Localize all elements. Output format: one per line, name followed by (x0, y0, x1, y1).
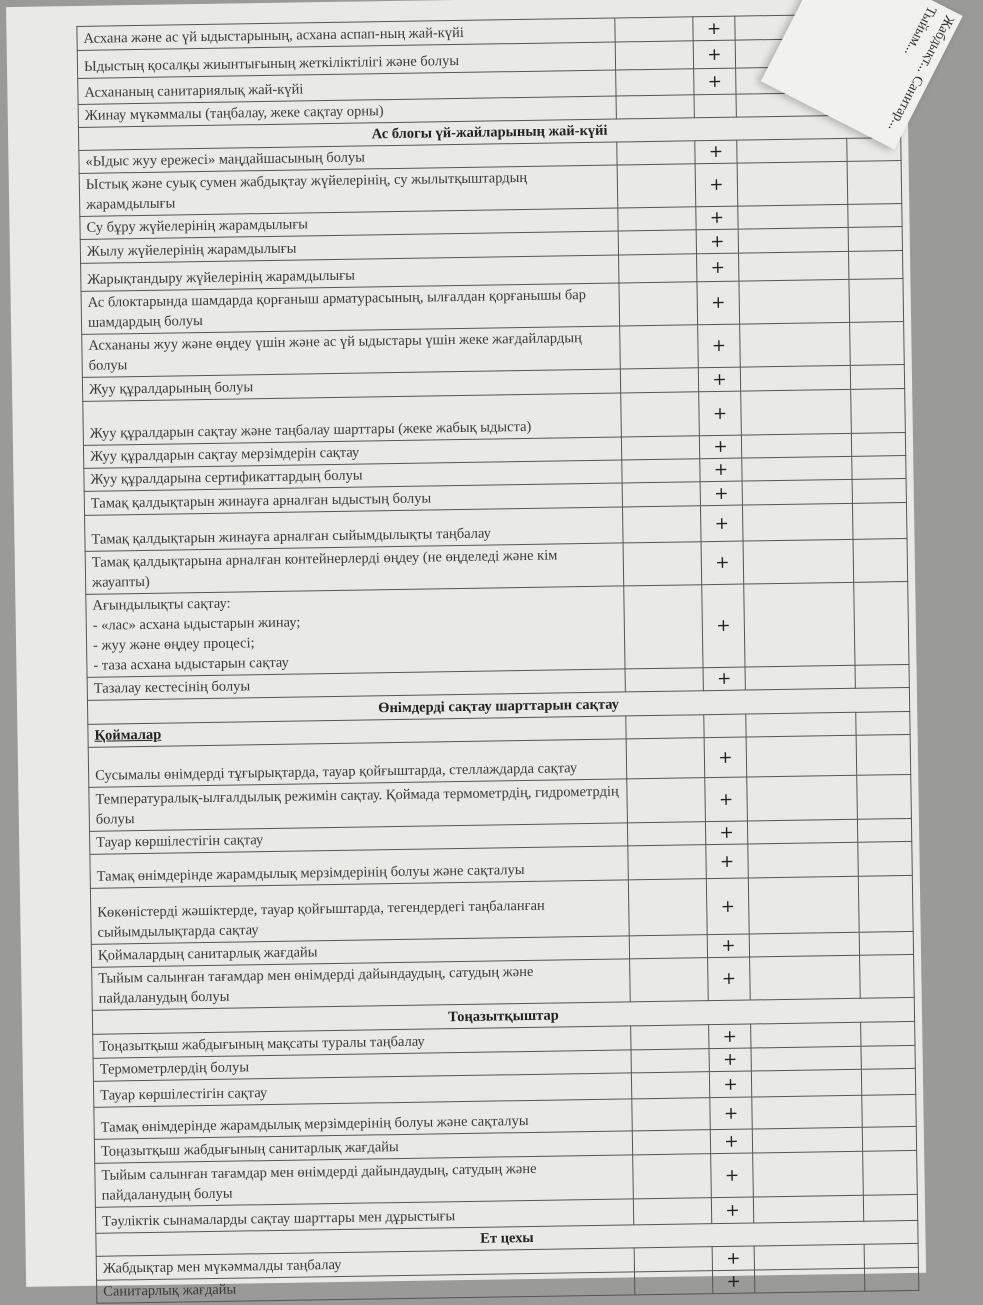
empty-cell (749, 932, 859, 957)
empty-cell (623, 542, 702, 586)
empty-cell (852, 502, 907, 539)
empty-cell (753, 1151, 864, 1197)
checklist-row (86, 581, 909, 677)
check-mark: + (698, 324, 741, 368)
empty-cell (631, 1025, 709, 1050)
criterion-text: Тыйым салынған тағамдар мен өнімдерді дайындаудың, сатудың және пайдаланудың болуы (95, 1155, 634, 1207)
section-title: Ас блогы үй-жайларының жай-күйі (78, 115, 900, 151)
empty-cell (627, 778, 706, 823)
criterion-text: Тазалау кестесінің болуы (87, 669, 625, 700)
empty-cell (622, 482, 700, 507)
empty-cell (751, 1022, 861, 1048)
empty-cell (628, 845, 707, 880)
empty-cell (630, 958, 709, 1002)
check-mark: + (703, 667, 745, 691)
empty-cell (850, 365, 904, 390)
empty-cell (737, 161, 848, 206)
criterion-text: Ас блоктарында шамдарда қорғаныш арматурасының, ылғалдан қорғанышы бар шамдардың болуы (81, 283, 620, 334)
criterion-text: Жуу құралдарына сертификаттардың болуы (84, 460, 622, 491)
empty-cell (622, 506, 701, 543)
empty-cell (857, 774, 912, 819)
empty-cell (741, 433, 851, 458)
empty-cell (616, 69, 694, 96)
empty-cell (739, 279, 850, 324)
empty-cell (747, 819, 857, 844)
empty-cell (738, 204, 848, 229)
criterion-text: «Ыдыс жуу ережесі» маңдайшасының болуы (79, 142, 617, 173)
criterion-text: Сусымалы өнімдерді тұғырықтарда, тауар қойғыштарда, стеллаждарда сақтау (88, 739, 627, 787)
check-mark: + (705, 821, 747, 845)
check-mark: + (709, 1024, 751, 1049)
check-mark: + (705, 777, 748, 822)
empty-cell (634, 1247, 712, 1272)
empty-cell (615, 17, 693, 42)
check-mark: + (712, 1270, 754, 1294)
empty-cell (620, 325, 699, 369)
section-title: Ет цехы (96, 1220, 918, 1256)
criterion-text: Жуу құралдарының болуы (82, 369, 620, 401)
criterion-text: Асхананы жуу және өңдеу үшін және ас үй ыдыстары үшін жеке жағдайлардың болуы (82, 326, 621, 377)
criterion-text: Тәуліктік сынамаларды сақтау шарттары мен дұрыстығы (95, 1199, 633, 1233)
criterion-text: Асхана және ас үй ыдыстарының, асхана аспап-ның жай-күйі (77, 18, 615, 50)
criterion-text: Тоңазытқыш жабдығының санитарлық жағдайы (94, 1131, 632, 1163)
criterion-text: Ыдыстың қосалқы жиынтығының жеткіліктілігі және болуы (77, 42, 615, 78)
empty-cell (858, 875, 913, 932)
check-mark: + (708, 957, 751, 1001)
empty-cell (740, 322, 851, 367)
empty-cell (751, 1046, 861, 1071)
criterion-text: Санитарлық жағдайы (97, 1272, 635, 1303)
check-mark: + (696, 206, 738, 230)
check-mark: + (695, 163, 738, 207)
empty-cell (617, 141, 695, 165)
overlapping-sheet-text: Жабдықт... Санитар... Тыйым... (884, 3, 957, 134)
empty-cell (847, 161, 902, 205)
check-mark: + (695, 140, 737, 164)
empty-cell (622, 459, 700, 483)
empty-cell (740, 365, 850, 391)
empty-cell (852, 478, 906, 503)
criterion-text: Тамақ өнімдерінде жарамдылық мерзімдерінің болуы және сақталуы (94, 1099, 632, 1139)
criterion-text: Көкөністерді жәшіктерде, тауар қойғыштарда, тегендердегі таңбаланған сыйымдылықтарда сақтау (90, 880, 629, 944)
empty-cell (742, 479, 852, 505)
empty-cell (738, 227, 848, 253)
empty-cell (619, 282, 698, 326)
empty-cell (851, 432, 905, 456)
check-mark: + (697, 253, 739, 282)
empty-cell (634, 1271, 712, 1295)
empty-cell (853, 538, 908, 582)
criterion-text: Асхананың санитариялық жай-күйі (78, 70, 616, 104)
empty-cell (861, 1021, 915, 1046)
empty-cell (615, 41, 693, 70)
empty-cell (848, 251, 902, 280)
check-mark: + (711, 1153, 754, 1198)
empty-cell (626, 715, 704, 739)
criterion-text: Ыстық және суық сумен жабдықтау жүйелерінің, су жылытқыштардың жарамдылығы (79, 165, 618, 216)
check-mark: + (706, 844, 749, 879)
criterion-text: Жарықтандыру жүйелерінің жарамдылығы (81, 255, 619, 291)
empty-cell (849, 279, 904, 323)
empty-cell (752, 1095, 862, 1129)
check-mark: + (701, 541, 744, 585)
empty-cell (863, 1194, 917, 1221)
check-mark: + (709, 1048, 751, 1072)
empty-cell (751, 1069, 861, 1097)
criterion-text: Қоймалардың санитарлық жағдайы (91, 936, 629, 967)
empty-cell (855, 664, 909, 688)
subsection-title: Қоймалар (88, 716, 626, 747)
empty-cell (621, 392, 700, 437)
empty-cell (861, 1045, 915, 1069)
criterion-text: Жуу құралдарын сақтау мерзімдерін сақтау (83, 437, 621, 468)
section-title: Тоңазытқыштар (92, 997, 914, 1034)
empty-cell (632, 1098, 710, 1131)
empty-cell (860, 954, 915, 998)
check-mark: + (696, 229, 738, 254)
empty-cell (748, 842, 859, 878)
empty-cell (632, 1130, 710, 1155)
empty-cell (857, 818, 911, 842)
empty-cell (617, 164, 696, 208)
check-mark: + (699, 435, 741, 459)
criterion-text: Тауар көршілестігін сақтау (90, 823, 628, 854)
criterion-text: Тамақ қалдықтарына арналған контейнерлерді өңдеу (не өңделеді және кім жауапты) (85, 543, 624, 594)
empty-cell (737, 138, 847, 163)
empty-cell (629, 935, 707, 959)
empty-cell (616, 95, 694, 119)
empty-cell (863, 1150, 918, 1195)
check-mark: + (700, 458, 742, 482)
empty-cell (862, 1126, 916, 1151)
empty-cell (620, 368, 698, 393)
empty-cell (633, 1154, 712, 1199)
empty-cell (864, 1267, 918, 1291)
criterion-text: Тамақ қалдықтарын жинауға арналған сыйымдылықты таңбалау (85, 507, 623, 551)
empty-cell (745, 665, 855, 690)
check-mark: + (709, 1071, 751, 1098)
check-mark (704, 714, 746, 738)
empty-cell (861, 1068, 915, 1095)
check-mark: + (693, 40, 735, 69)
empty-cell (748, 876, 859, 934)
criterion-text: Тоңазытқыш жабдығының мақсаты туралы таңбалау (93, 1026, 631, 1058)
check-mark: + (706, 878, 749, 935)
empty-cell (746, 712, 856, 737)
check-mark: + (704, 737, 747, 778)
empty-cell (848, 204, 902, 228)
inspection-checklist-table (76, 13, 919, 1304)
empty-cell (750, 955, 861, 1000)
criterion-text: Тауар көршілестігін сақтау (93, 1073, 631, 1107)
empty-cell (754, 1244, 864, 1270)
criterion-text: Жуу құралдарын сақтау және таңбалау шарттары (жеке жабық ыдыста) (83, 393, 622, 445)
empty-cell (746, 735, 857, 777)
empty-cell (744, 582, 855, 667)
empty-cell (747, 775, 858, 821)
empty-cell (852, 455, 906, 479)
empty-cell (626, 738, 705, 779)
check-mark: + (711, 1197, 753, 1224)
criterion-text: Тыйым салынған тағамдар мен өнімдерді дайындаудың, сатудың және пайдаланудың болуы (92, 959, 631, 1010)
criterion-text: Су бұру жүйелерінің жарамдылығы (80, 208, 618, 239)
empty-cell (851, 389, 906, 434)
check-mark: + (700, 505, 743, 542)
criterion-text: Температуралық-ылғалдылық режимін сақтау. Қоймада термометрдің, гидрометрдің болуы (89, 779, 628, 831)
empty-cell (631, 1049, 709, 1073)
empty-cell (621, 436, 699, 460)
check-mark: + (712, 1246, 754, 1271)
empty-cell (631, 1072, 709, 1099)
checklist-body (77, 14, 919, 1304)
criterion-text: Тамақ қалдықтарын жинауға арналған ыдыстың болуы (84, 483, 622, 515)
empty-cell (618, 230, 696, 255)
empty-cell (752, 1127, 862, 1153)
empty-cell (753, 1195, 863, 1223)
criterion-text: Жинау мүкәммалы (таңбалау, жеке сақтау орны) (78, 96, 616, 127)
check-mark: + (702, 584, 745, 668)
empty-cell (742, 456, 852, 481)
empty-cell (864, 1243, 918, 1268)
empty-cell (742, 503, 853, 541)
criterion-text: Термометрлердің болуы (93, 1050, 631, 1081)
check-mark: + (699, 391, 742, 436)
empty-cell (856, 711, 910, 735)
criterion-text: Тамақ өнімдерінде жарамдылық мерзімдерінің болуы және сақталуы (90, 846, 628, 888)
empty-cell (858, 841, 913, 876)
check-mark (694, 94, 736, 118)
empty-cell (743, 539, 854, 584)
check-mark: + (700, 481, 742, 506)
empty-cell (848, 227, 902, 252)
paper-sheet (6, 0, 957, 1300)
empty-cell (619, 254, 697, 283)
empty-cell (627, 822, 705, 846)
check-mark: + (697, 281, 740, 325)
empty-cell (862, 1094, 916, 1127)
empty-cell (850, 322, 905, 366)
criterion-text: Жабдықтар мен мүкәммалды таңбалау (96, 1248, 634, 1280)
empty-cell (859, 931, 913, 955)
check-mark: + (698, 367, 740, 392)
check-mark: + (710, 1129, 752, 1154)
empty-cell (754, 1268, 864, 1293)
empty-cell (624, 585, 703, 669)
check-mark: + (693, 16, 735, 41)
section-title: Өнімдерді сақтау шарттарын сақтау (87, 687, 909, 724)
check-mark: + (710, 1097, 752, 1130)
empty-cell (739, 251, 849, 281)
empty-cell (628, 879, 707, 936)
empty-cell (625, 668, 703, 692)
check-mark: + (707, 934, 749, 958)
check-mark: + (694, 68, 736, 95)
empty-cell (618, 207, 696, 231)
empty-cell (633, 1198, 711, 1225)
empty-cell (856, 734, 911, 775)
empty-cell (741, 389, 852, 435)
criterion-text: Жылу жүйелерінің жарамдылығы (80, 231, 618, 263)
empty-cell (854, 581, 909, 665)
criterion-text: Ағындылықты сақтау: - «лас» асхана ыдыстарын жинау; - жуу және өңдеу процесі; - таза асхана ыдыстарын сақтау (86, 586, 625, 677)
